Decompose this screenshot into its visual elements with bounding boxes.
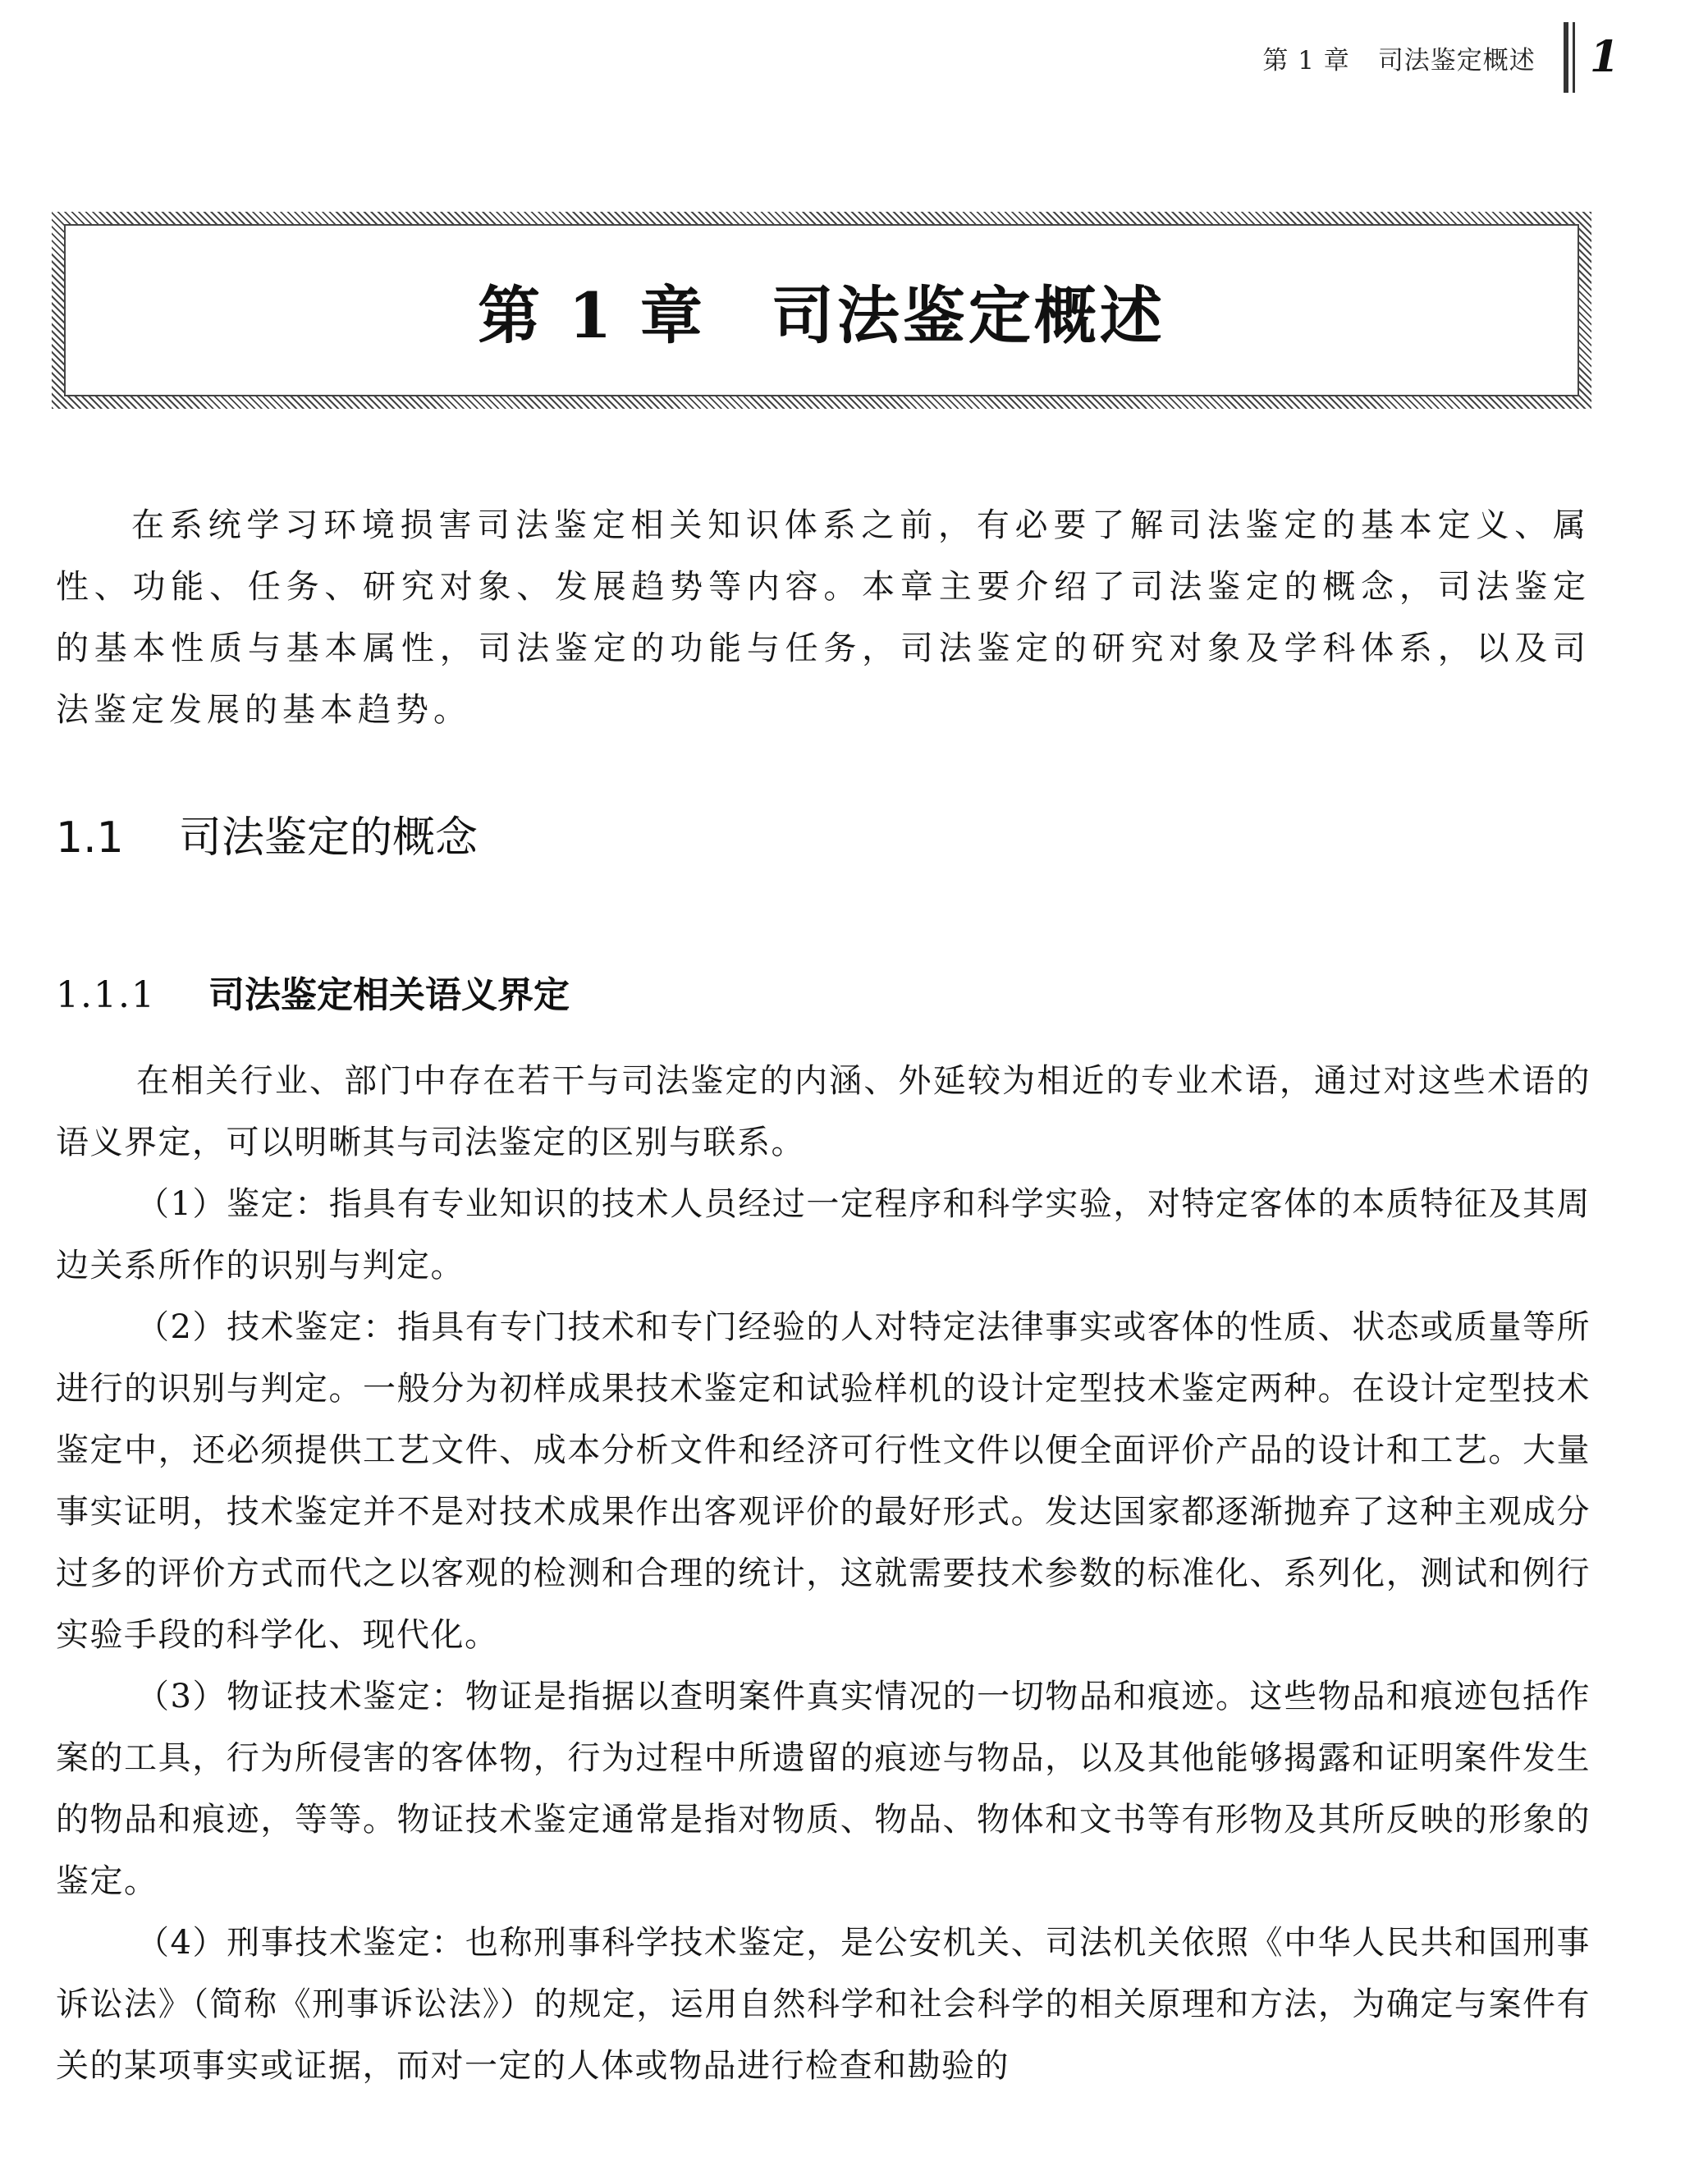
chapter-abstract: 在系统学习环境损害司法鉴定相关知识体系之前，有必要了解司法鉴定的基本定义、属性、功能、任务、研究对象、发展趋势等内容。本章主要介绍了司法鉴定的概念，司法鉴定的基本性质与基本属性，司法鉴定的功能与任务，司法鉴定的研究对象及学科体系，以及司法鉴定发展的基本趋势。 bbox=[56, 506, 1591, 729]
header-divider-bars bbox=[1564, 22, 1575, 93]
paragraph-definition-3: （3）物证技术鉴定：物证是指据以查明案件真实情况的一切物品和痕迹。这些物品和痕迹包括作案的工具，行为所侵害的客体物，行为过程中所遗留的痕迹与物品，以及其他能够揭露和证明案件发生的物品和痕迹，等等。物证技术鉴定通常是指对物质、物品、物体和文书等有形物及其所反映的形象的鉴定。 bbox=[56, 1678, 1591, 1900]
running-header-text bbox=[1262, 39, 1535, 76]
section-title: 司法鉴定的概念 bbox=[179, 813, 479, 863]
header-bar-thick bbox=[1564, 22, 1568, 93]
header-chapter-name: 司法鉴定概述 bbox=[1377, 45, 1536, 76]
header-bar-thin bbox=[1573, 22, 1575, 93]
paragraph-definition-1: （1）鉴定：指具有专业知识的技术人员经过一定程序和科学实验，对特定客体的本质特征及其周边关系所作的识别与判定。 bbox=[56, 1185, 1591, 1285]
body-text bbox=[56, 1051, 1591, 2097]
subsection-number: 1.1.1 bbox=[56, 974, 156, 1016]
chapter-title-panel bbox=[64, 224, 1579, 396]
section-heading bbox=[56, 803, 478, 864]
paragraph-definition-2: （2）技术鉴定：指具有专门技术和专门经验的人对特定法律事实或客体的性质、状态或质量等所进行的识别与判定。一般分为初样成果技术鉴定和试验样机的设计定型技术鉴定两种。在设计定型技术鉴定中，还必须提供工艺文件、成本分析文件和经济可行性文件以便全面评价产品的设计和工艺。大量事实证明，技术鉴定并不是对技术成果作出客观评价的最好形式。发达国家都逐渐抛弃了这种主观成分过多的评价方式而代之以客观的检测和合理的统计，这就需要技术参数的标准化、系列化，测试和例行实验手段的科学化、现代化。 bbox=[56, 1308, 1591, 1654]
running-header bbox=[1262, 33, 1619, 82]
paragraph-intro: 在相关行业、部门中存在若干与司法鉴定的内涵、外延较为相近的专业术语，通过对这些术语的语义界定，可以明晰其与司法鉴定的区别与联系。 bbox=[56, 1062, 1591, 1161]
chapter-number: 第 1 章 bbox=[478, 278, 706, 352]
section-number: 1.1 bbox=[56, 813, 124, 863]
page-number: 1 bbox=[1589, 32, 1619, 82]
chapter-title bbox=[478, 266, 1165, 355]
chapter-title-frame bbox=[52, 212, 1591, 409]
subsection-title: 司法鉴定相关语义界定 bbox=[208, 974, 570, 1016]
header-chapter-label: 第 1 章 bbox=[1262, 45, 1350, 76]
paragraph-definition-4: （4）刑事技术鉴定：也称刑事科学技术鉴定，是公安机关、司法机关依照《中华人民共和国刑事诉讼法》（简称《刑事诉讼法》）的规定，运用自然科学和社会科学的相关原理和方法，为确定与案件有关的某项事实或证据，而对一定的人体或物品进行检查和勘验的 bbox=[56, 1924, 1591, 2085]
chapter-name: 司法鉴定概述 bbox=[771, 278, 1165, 352]
subsection-heading bbox=[56, 965, 570, 1018]
